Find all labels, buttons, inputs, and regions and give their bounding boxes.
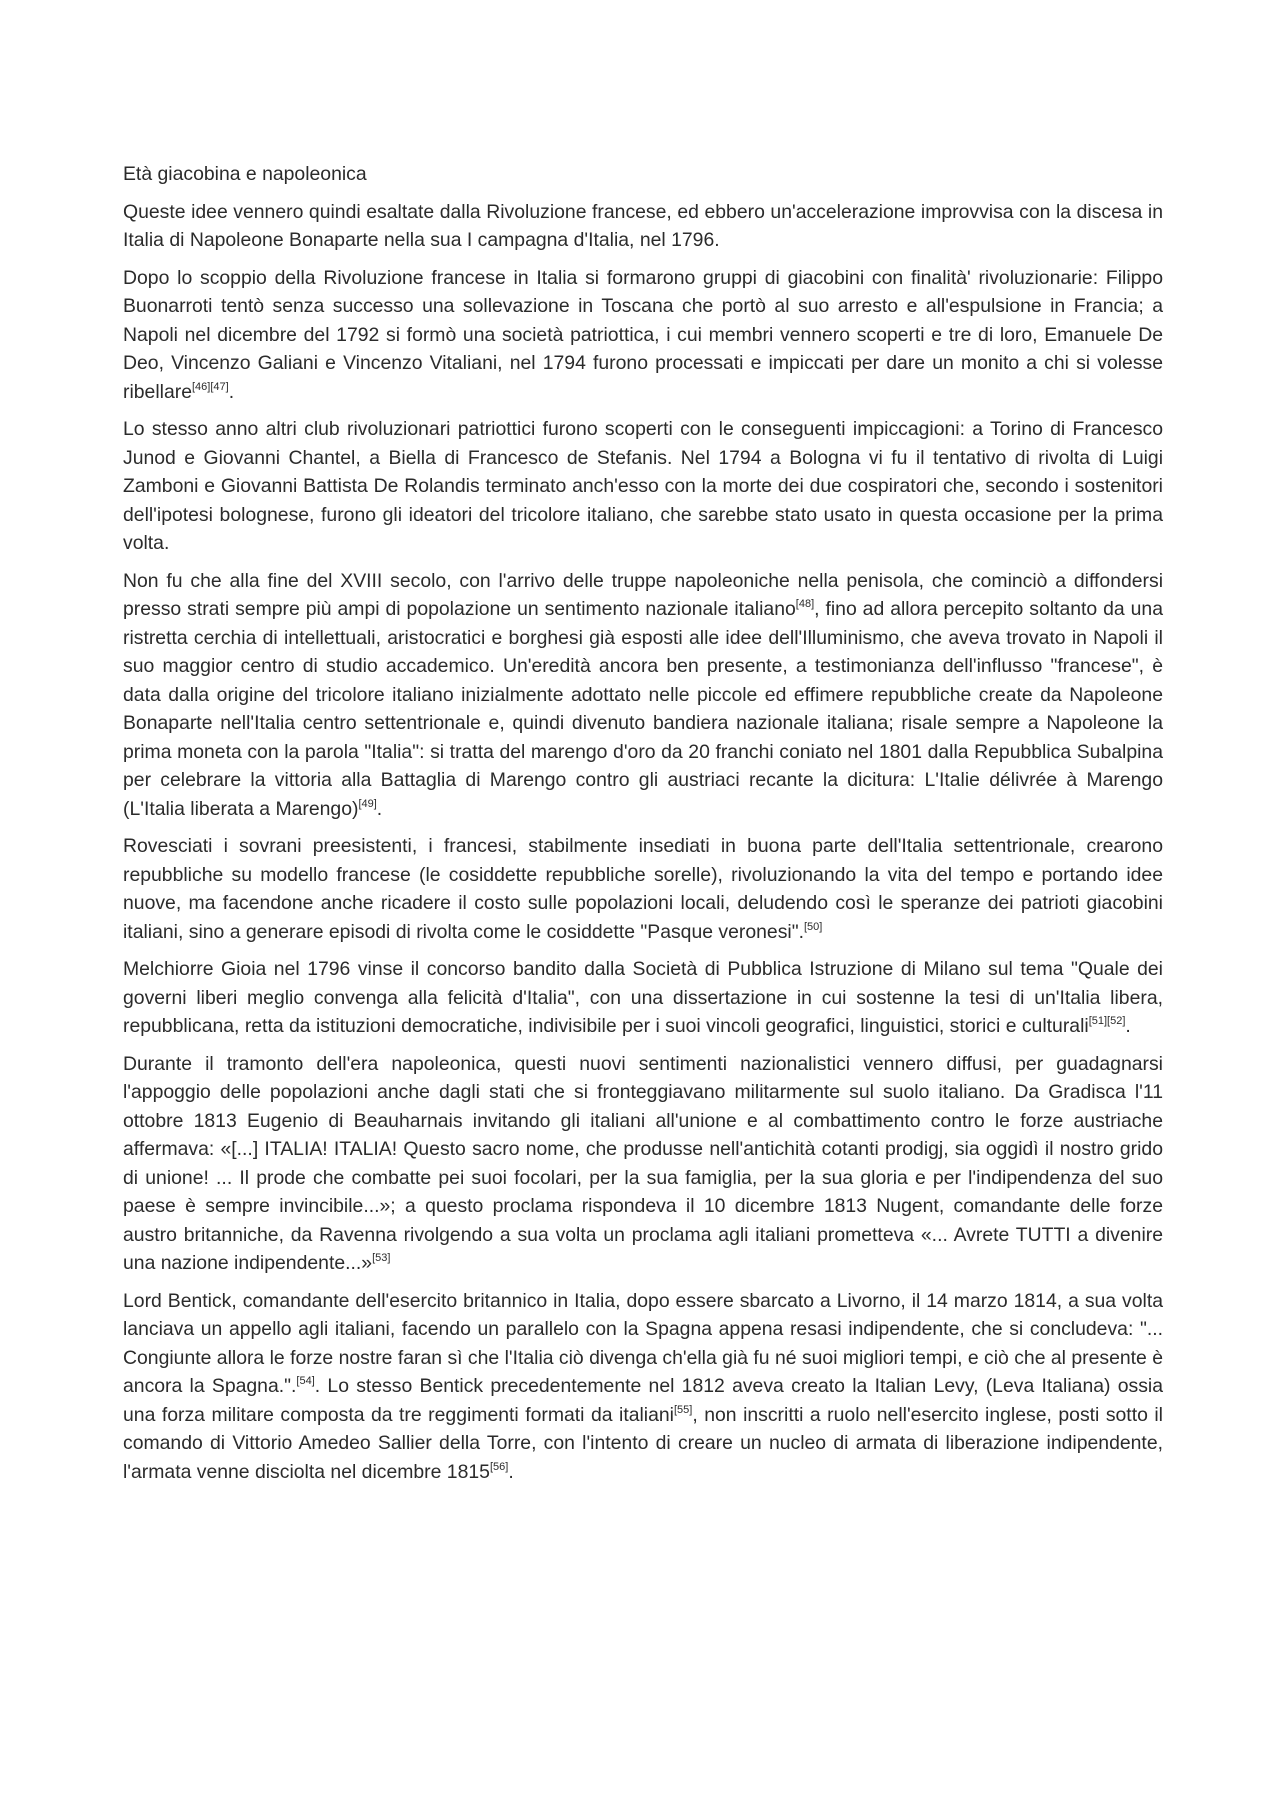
paragraph — [123, 1050, 1163, 1278]
paragraph-text: Lord Bentick, comandante dell'esercito britannico in Italia, dopo essere sbarcato a Livorno, il 14 marzo 1814, a sua volta lanciava un appello agli italiani, facendo un parallelo con la Spagna appena resasi indipendente, che si concludeva: "... Congiunte allora le forze nostre faran sì che l'Italia ciò divenga ch'ella già fu né suoi migliori tempi, e ciò che al presente è ancora la Spagna.". — [123, 1289, 1163, 1397]
paragraph — [123, 1287, 1163, 1487]
paragraph-text: Rovesciati i sovrani preesistenti, i francesi, stabilmente insediati in buona parte dell'Italia settentrionale, crearono repubbliche su modello francese (le cosiddette repubbliche sorelle), rivoluzionando la vita del tempo e portando idee nuove, ma facendone anche ricadere il costo sulle popolazioni locali, deludendo così le speranze dei patrioti giacobini italiani, sino a generare episodi di rivolta come le cosiddette "Pasque veronesi". — [123, 835, 1163, 943]
citation-ref[interactable]: [53] — [372, 1252, 391, 1264]
citation-ref[interactable]: [48] — [795, 598, 815, 610]
paragraph-text: . — [508, 1460, 514, 1483]
paragraph-text: . — [376, 797, 383, 820]
paragraph — [123, 567, 1163, 824]
paragraph-text: Lo stesso anno altri club rivoluzionari patriottici furono scoperti con le conseguenti impiccagioni: a Torino di Francesco Junod e Giovanni Chantel, a Biella di Francesco de Stefanis. Nel 1794 a Bologna vi fu il tentativo di rivolta di Luigi Zamboni e Giovanni Battista De Rolandis terminato anch'esso con la morte dei due cospiratori che, secondo i sostenitori dell'ipotesi bolognese, furono gli ideatori del tricolore italiano, che sarebbe stato usato in questa occasione per la prima volta. — [123, 418, 1163, 554]
document-page — [123, 160, 1163, 1495]
citation-ref[interactable]: [54] — [296, 1375, 315, 1387]
paragraph — [123, 832, 1163, 946]
paragraph-text: . Lo stesso Bentick precedentemente nel 1812 aveva creato la Italian Levy, (Leva Italiana) ossia una forza militare composta da tre reggimenti formati da italiani — [123, 1375, 1163, 1426]
citation-ref[interactable]: [50] — [803, 920, 823, 933]
paragraph — [123, 198, 1163, 255]
paragraph-text: , non inscritti a ruolo nell'esercito inglese, posti sotto il comando di Vittorio Amedeo Sallier della Torre, con l'intento di creare un nucleo di armata di liberazione indipendente, l'armata venne disciolta nel dicembre 1815 — [123, 1403, 1163, 1483]
paragraph-text: Durante il tramonto dell'era napoleonica, questi nuovi sentimenti nazionalistici vennero diffusi, per guadagnarsi l'appoggio delle popolazioni anche dagli stati che si fronteggiavano militarmente sul suolo italiano. Da Gradisca l'11 ottobre 1813 Eugenio di Beauharnais invitando gli italiani all'unione e al combattimento contro le forze austriache affermava: «[...] ITALIA! ITALIA! Questo sacro nome, che produsse nell'antichità cotanti prodigj, sia oggidì il nostro grido di unione! ... Il prode che combatte pei suoi focolari, per la sua famiglia, per la sua gloria e per l'indipendenza del suo paese è sempre invincibile...»; a questo proclama rispondeva il 10 dicembre 1813 Nugent, comandante delle forze austro britanniche, da Ravenna rivolgendo a sua volta un proclama agli italiani prometteva «... Avrete TUTTI a divenire una nazione indipendente...» — [123, 1052, 1163, 1274]
citation-ref[interactable]: [56] — [489, 1460, 509, 1473]
citation-ref[interactable]: [46][47] — [191, 380, 229, 393]
paragraph-text: . — [1125, 1015, 1131, 1037]
section-title: Età giacobina e napoleonica — [123, 163, 367, 185]
paragraph — [123, 415, 1163, 558]
citation-ref[interactable]: [49] — [358, 797, 377, 810]
citation-ref[interactable]: [55] — [673, 1403, 693, 1416]
paragraph-text: Queste idee vennero quindi esaltate dalla Rivoluzione francese, ed ebbero un'accelerazione improvvisa con la discesa in Italia di Napoleone Bonaparte nella sua I campagna d'Italia, nel 1796. — [123, 200, 1163, 251]
paragraph-text: Melchiorre Gioia nel 1796 vinse il concorso bandito dalla Società di Pubblica Istruzione di Milano sul tema "Quale dei governi liberi meglio convenga alla felicità d'Italia", con una dissertazione in cui sostenne la tesi di un'Italia libera, repubblicana, retta da istituzioni democratiche, indivisibile per i suoi vincoli geografici, linguistici, storici e culturali — [123, 958, 1163, 1037]
citation-ref[interactable]: [51][52] — [1088, 1015, 1126, 1027]
paragraph-text: Dopo lo scoppio della Rivoluzione francese in Italia si formarono gruppi di giacobini con finalità' rivoluzionarie: Filippo Buonarroti tentò senza successo una sollevazione in Toscana che portò al suo arresto e all'espulsione in Francia; a Napoli nel dicembre del 1792 si formò una società patriottica, i cui membri vennero scoperti e tre di loro, Emanuele De Deo, Vincenzo Galiani e Vincenzo Vitaliani, nel 1794 furono processati e impiccati per dare un monito a chi si volesse ribellare — [123, 266, 1163, 403]
paragraph — [123, 955, 1163, 1041]
paragraph-text: Non fu che alla fine del XVIII secolo, con l'arrivo delle truppe napoleoniche nella penisola, che cominciò a diffondersi presso strati sempre più ampi di popolazione un sentimento nazionale italiano — [123, 569, 1163, 620]
paragraph-text: . — [228, 380, 235, 403]
paragraph — [123, 264, 1163, 407]
paragraph-text: , fino ad allora percepito soltanto da una ristretta cerchia di intellettuali, aristocratici e borghesi già esposti alle idee dell'Illuminismo, che aveva trovato in Napoli il suo maggior centro di studio accademico. Un'eredità ancora ben presente, a testimonianza dell'influsso "francese", è data dalla origine del tricolore italiano inizialmente adottato nelle piccole ed effimere repubbliche create da Napoleone Bonaparte nell'Italia centro settentrionale e, quindi divenuto bandiera nazionale italiana; risale sempre a Napoleone la prima moneta con la parola "Italia": si tratta del marengo d'oro da 20 franchi coniato nel 1801 dalla Repubblica Subalpina per celebrare la vittoria alla Battaglia di Marengo contro gli austriaci recante la dicitura: L'Italie délivrée à Marengo (L'Italia liberata a Marengo) — [123, 598, 1163, 820]
